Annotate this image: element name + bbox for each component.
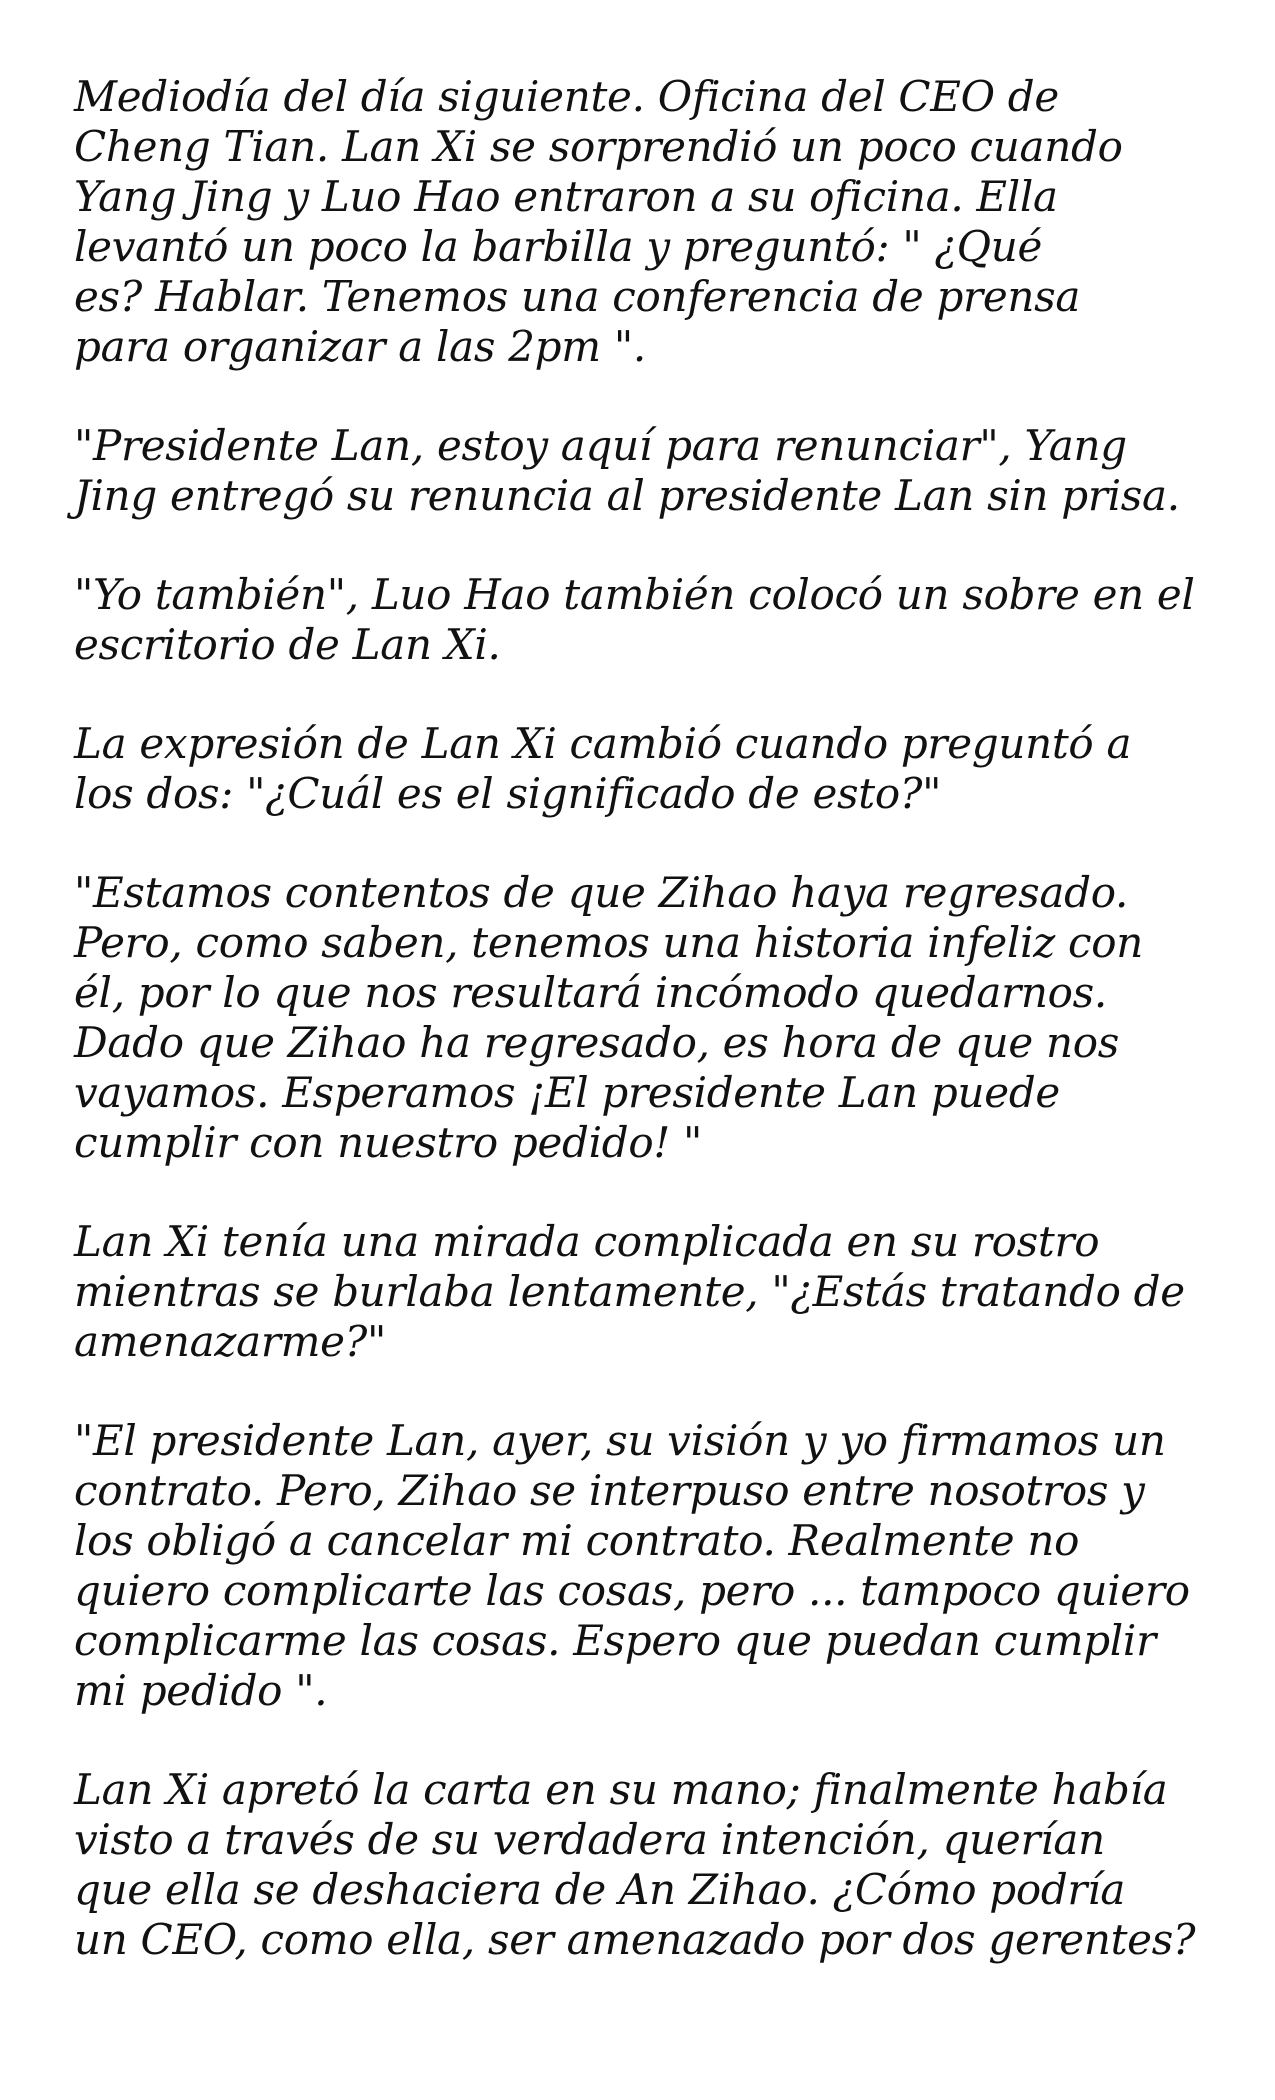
text-line: para organizar a las 2pm ".	[74, 322, 646, 371]
text-line: un CEO, como ella, ser amenazado por dos gerentes?	[74, 1915, 1196, 1964]
text-line: "Estamos contentos de que Zihao haya regresado.	[74, 868, 1128, 917]
text-line: Cheng Tian. Lan Xi se sorprendió un poco cuando	[74, 122, 1123, 171]
text-line: es? Hablar. Tenemos una conferencia de prensa	[74, 272, 1081, 321]
text-line: "Yo también", Luo Hao también colocó un sobre en el	[74, 570, 1195, 619]
text-line: Jing entregó su renuncia al presidente Lan sin prisa.	[74, 471, 1180, 520]
text-line: vayamos. Esperamos ¡El presidente Lan puede	[74, 1068, 1060, 1117]
text-line: Mediodía del día siguiente. Oficina del CEO de	[74, 72, 1059, 121]
paragraph-4	[74, 719, 1224, 819]
text-line: visto a través de su verdadera intención, querían	[74, 1815, 1105, 1864]
text-line: "Presidente Lan, estoy aquí para renunciar", Yang	[74, 421, 1127, 470]
text-line: mi pedido ".	[74, 1666, 328, 1715]
text-line: los dos: "¿Cuál es el significado de esto?"	[74, 769, 942, 818]
text-line: mientras se burlaba lentamente, "¿Estás tratando de	[74, 1267, 1185, 1316]
text-line: levantó un poco la barbilla y preguntó: " ¿Qué	[74, 222, 1043, 271]
paragraph-5	[74, 868, 1224, 1168]
text-line: Lan Xi apretó la carta en su mano; finalmente había	[74, 1765, 1168, 1814]
text-line: cumplir con nuestro pedido! "	[74, 1118, 702, 1167]
paragraph-2	[74, 421, 1224, 521]
text-line: Yang Jing y Luo Hao entraron a su oficina. Ella	[74, 172, 1058, 221]
text-line: amenazarme?"	[74, 1317, 386, 1366]
text-line: contrato. Pero, Zihao se interpuso entre nosotros y	[74, 1466, 1145, 1515]
paragraph-6	[74, 1217, 1224, 1367]
paragraph-8	[74, 1765, 1224, 1965]
paragraph-3	[74, 570, 1224, 670]
document-page	[74, 72, 1224, 2014]
text-line: La expresión de Lan Xi cambió cuando preguntó a	[74, 719, 1132, 768]
paragraph-1	[74, 72, 1224, 372]
text-line: escritorio de Lan Xi.	[74, 620, 501, 669]
text-line: Lan Xi tenía una mirada complicada en su rostro	[74, 1217, 1100, 1266]
text-line: Dado que Zihao ha regresado, es hora de que nos	[74, 1018, 1119, 1067]
text-line: quiero complicarte las cosas, pero ... tampoco quiero	[74, 1566, 1190, 1615]
paragraph-7	[74, 1416, 1224, 1716]
text-line: Pero, como saben, tenemos una historia infeliz con	[74, 918, 1143, 967]
text-line: los obligó a cancelar mi contrato. Realmente no	[74, 1516, 1080, 1565]
text-line: que ella se deshaciera de An Zihao. ¿Cómo podría	[74, 1865, 1126, 1914]
text-line: complicarme las cosas. Espero que puedan cumplir	[74, 1616, 1156, 1665]
text-line: "El presidente Lan, ayer, su visión y yo firmamos un	[74, 1416, 1166, 1465]
text-line: él, por lo que nos resultará incómodo quedarnos.	[74, 968, 1107, 1017]
